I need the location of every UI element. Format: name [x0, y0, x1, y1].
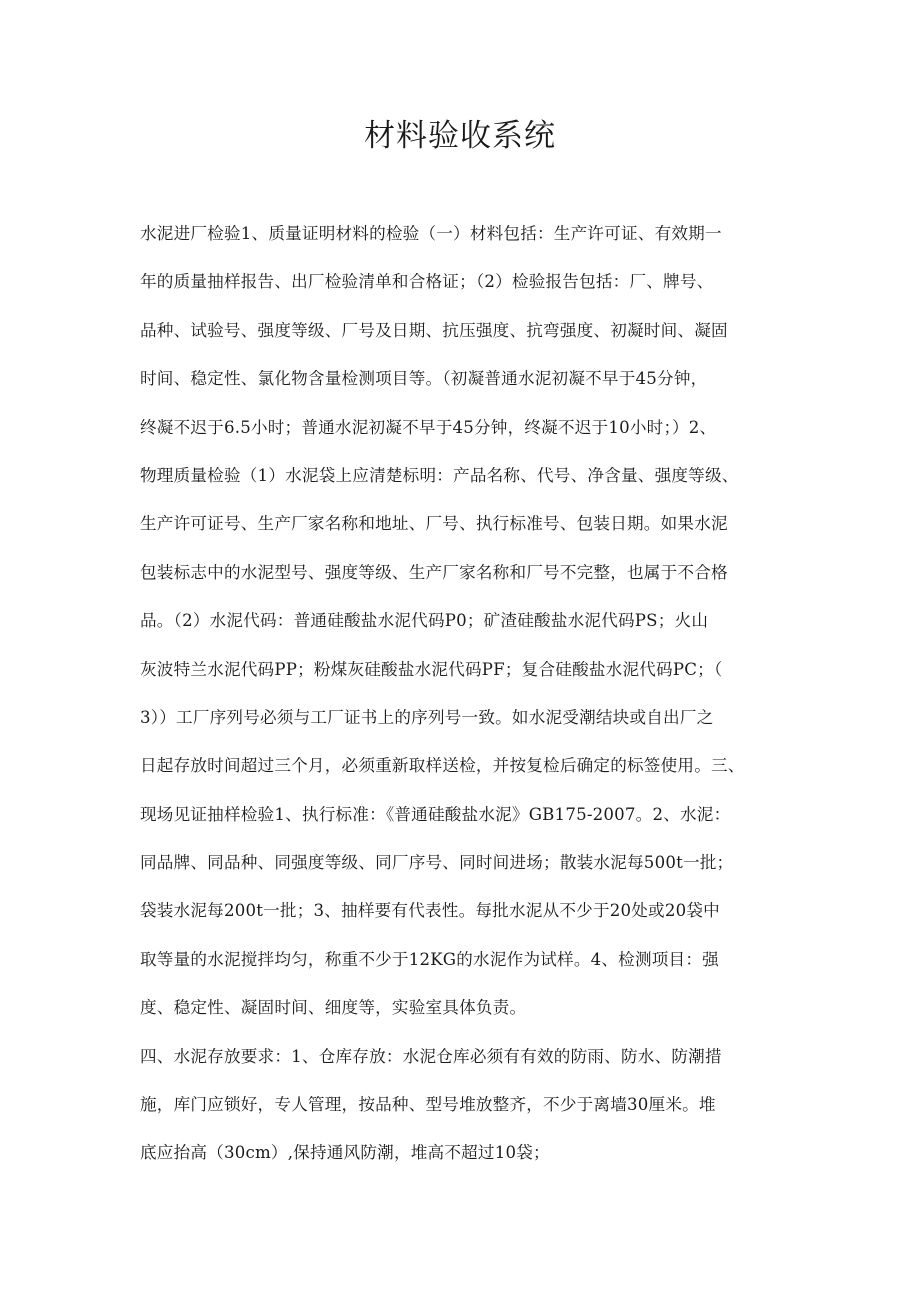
- body-line: 灰波特兰水泥代码PP；粉煤灰硅酸盐水泥代码PF；复合硅酸盐水泥代码PC；（: [140, 659, 723, 679]
- body-line: 取等量的水泥搅拌均匀，称重不少于12KG的水泥作为试样。4、检测项目：强: [140, 949, 719, 969]
- body-line: 施，库门应锁好，专人管理，按品种、型号堆放整齐，不少于离墙30厘米。堆: [140, 1095, 716, 1115]
- body-line: 物理质量检验（1）水泥袋上应清楚标明：产品名称、代号、净含量、强度等级、: [140, 465, 739, 485]
- document-body: [140, 210, 795, 1178]
- body-line: 品。（2）水泥代码：普通硅酸盐水泥代码P0；矿渣硅酸盐水泥代码PS；火山: [140, 611, 709, 631]
- body-line: 水泥进厂检验1、质量证明材料的检验（一）材料包括：生产许可证、有效期一: [140, 224, 722, 243]
- body-line: 年的质量抽样报告、出厂检验清单和合格证；（2）检验报告包括：厂、牌号、: [140, 272, 714, 292]
- body-line: 品种、试验号、强度等级、厂号及日期、抗压强度、抗弯强度、初凝时间、凝固: [140, 320, 728, 340]
- body-line: 同品牌、同品种、同强度等级、同厂序号、同时间进场；散装水泥每500t一批；: [140, 853, 734, 873]
- body-line: 终凝不迟于6.5小时；普通水泥初凝不早于45分钟，终凝不迟于10小时；）2、: [140, 417, 717, 437]
- body-line: 日起存放时间超过三个月，必须重新取样送检，并按复检后确定的标签使用。三、: [140, 756, 745, 776]
- body-line: 3））工厂序列号必须与工厂证书上的序列号一致。如水泥受潮结块或自出厂之: [140, 707, 714, 727]
- body-line: 包装标志中的水泥型号、强度等级、生产厂家名称和厂号不完整，也属于不合格: [140, 562, 728, 582]
- body-line: 度、稳定性、凝固时间、细度等，实验室具体负责。: [140, 998, 527, 1018]
- body-line: 袋装水泥每200t一批；3、抽样要有代表性。每批水泥从不少于20处或20袋中: [140, 901, 720, 921]
- body-line: 时间、稳定性、氯化物含量检测项目等。（初凝普通水泥初凝不早于45分钟，: [140, 369, 708, 389]
- document-title: 材料验收系统: [364, 118, 556, 154]
- body-line: 四、水泥存放要求：1、仓库存放：水泥仓库必须有有效的防雨、防水、防潮措: [140, 1046, 722, 1066]
- body-line: 生产许可证号、生产厂家名称和地址、厂号、执行标准号、包装日期。如果水泥: [140, 514, 728, 534]
- body-line: 底应抬高（30cm）,保持通风防潮，堆高不超过10袋；: [140, 1143, 550, 1163]
- body-line: 现场见证抽样检验1、执行标准：《普通硅酸盐水泥》GB175-2007。2、水泥：: [140, 804, 731, 824]
